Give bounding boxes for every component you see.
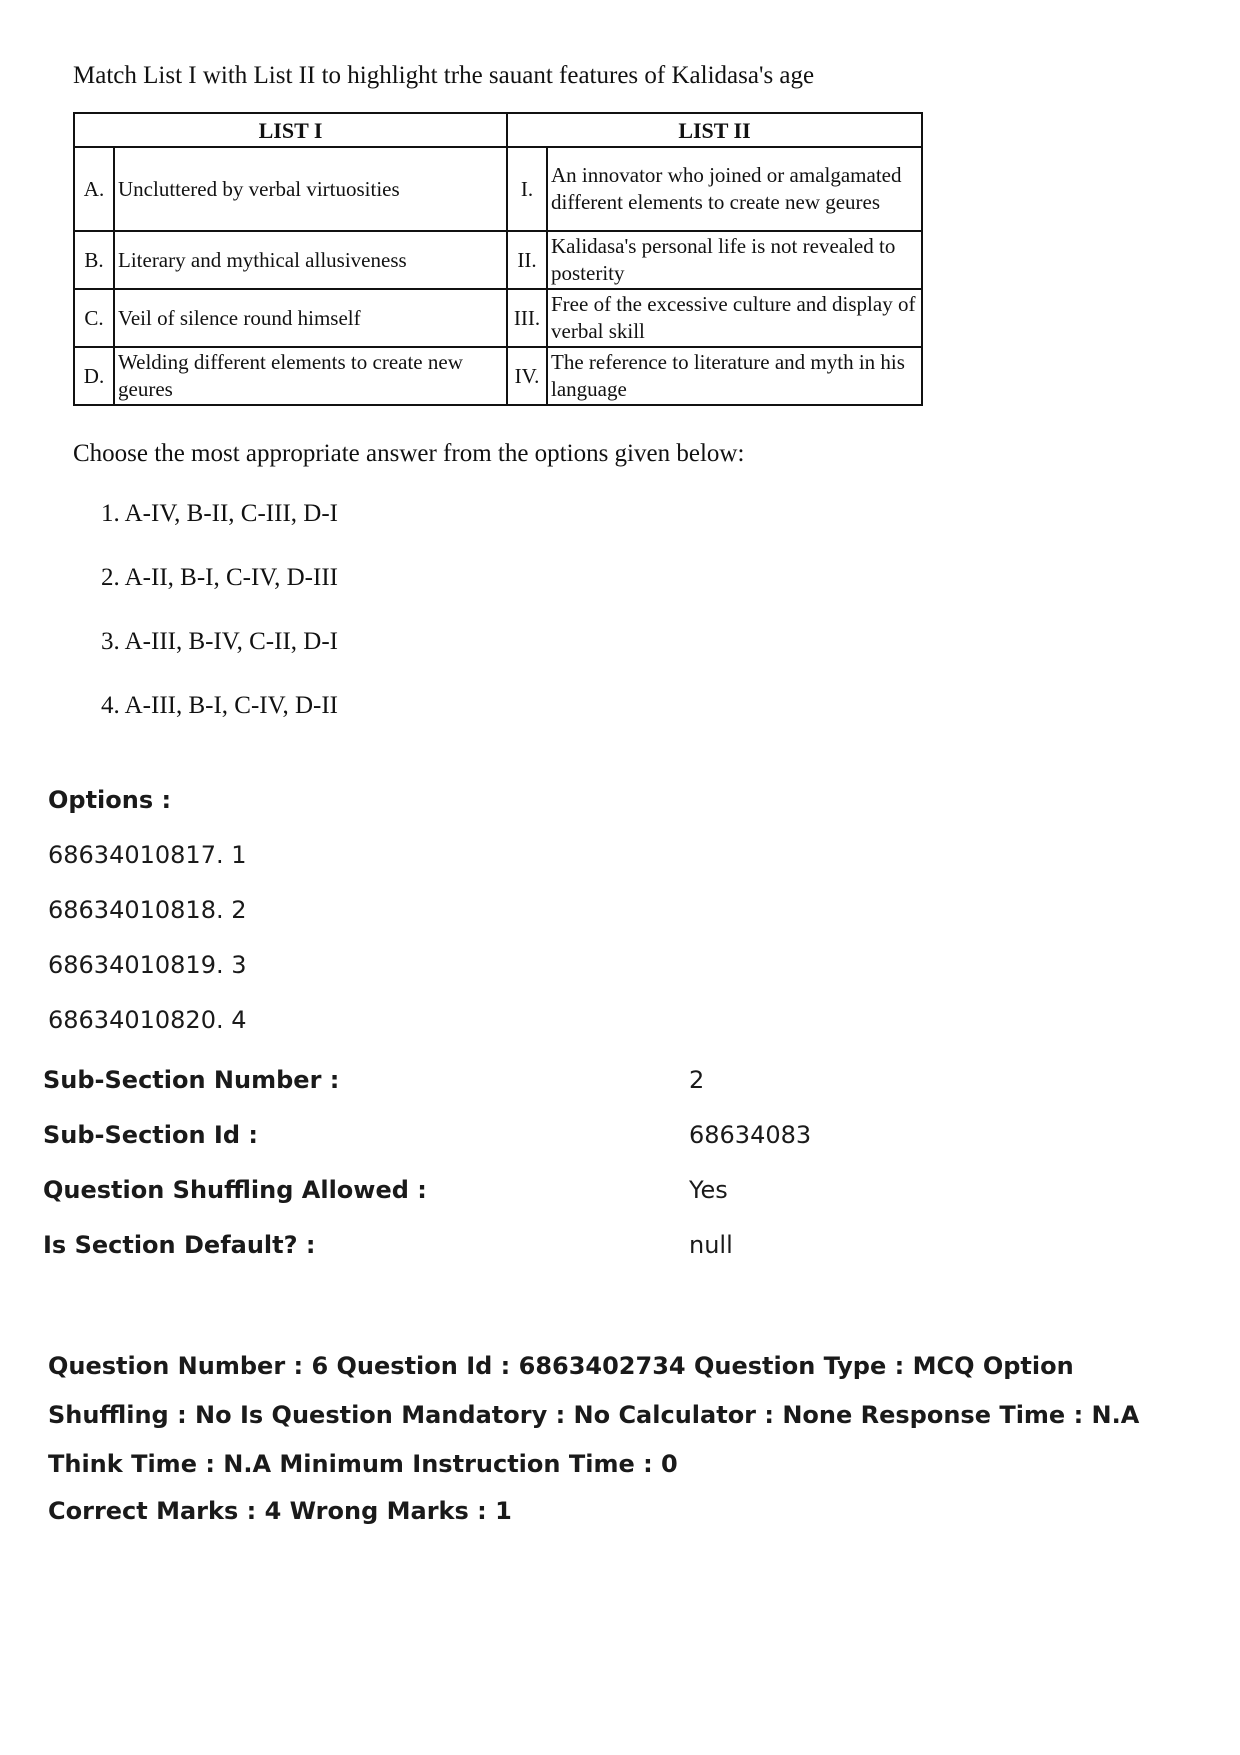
section-default-value: null [689,1231,733,1259]
list2-item: An innovator who joined or amalgamated different elements to create new geures [547,147,922,231]
list2-item: The reference to literature and myth in his language [547,347,922,405]
option-item: 68634010820. 4 [48,1006,247,1034]
list1-item: Literary and mythical allusiveness [114,231,507,289]
list1-item: Welding different elements to create new geures [114,347,507,405]
shuffling-value: Yes [689,1176,728,1204]
answer-choice: 4. A-III, B-I, C-IV, D-II [101,692,338,719]
list1-header: LIST I [74,113,507,147]
row-letter: D. [74,347,114,405]
list2-item: Free of the excessive culture and display of verbal skill [547,289,922,347]
row-roman: II. [507,231,547,289]
options-list [48,840,247,1060]
list2-item: Kalidasa's personal life is not revealed to posterity [547,231,922,289]
option-item: 68634010819. 3 [48,951,247,979]
answer-choice: 1. A-IV, B-II, C-III, D-I [101,500,338,527]
subsection-number-value: 2 [689,1066,705,1094]
list2-header: LIST II [507,113,922,147]
table-row [74,231,922,289]
match-table [73,112,923,406]
answer-choice: 2. A-II, B-I, C-IV, D-III [101,564,338,591]
option-item: 68634010818. 2 [48,896,247,924]
shuffling-row [43,1176,943,1231]
shuffling-label: Question Shuffling Allowed : [43,1176,427,1204]
table-row [74,147,922,231]
row-roman: I. [507,147,547,231]
subsection-id-row [43,1121,943,1176]
subsection-number-row [43,1066,943,1121]
question-image [73,56,933,752]
subsection-info [43,1066,943,1286]
subsection-id-value: 68634083 [689,1121,812,1149]
section-default-label: Is Section Default? : [43,1231,316,1259]
list1-item: Uncluttered by verbal virtuosities [114,147,507,231]
marks-info: Correct Marks : 4 Wrong Marks : 1 [48,1497,512,1525]
question-title: Match List I with List II to highlight trhe sauant features of Kalidasa's age [73,62,815,89]
table-row [74,347,922,405]
table-row [74,289,922,347]
row-letter: A. [74,147,114,231]
subsection-number-label: Sub-Section Number : [43,1066,340,1094]
question-info: Question Number : 6 Question Id : 6863402734 Question Type : MCQ Option Shuffling : No Is Question Mandatory : No Calculator : None Response Time : N.A Think Time : N.A Minimum Instruction Time : 0 [48,1352,1140,1478]
subsection-id-label: Sub-Section Id : [43,1121,258,1149]
options-label: Options : [48,786,172,814]
table-header-row [74,113,922,147]
answer-choice: 3. A-III, B-IV, C-II, D-I [101,628,338,655]
option-item: 68634010817. 1 [48,841,247,869]
row-letter: B. [74,231,114,289]
answer-choices [101,496,933,752]
row-letter: C. [74,289,114,347]
choose-instruction: Choose the most appropriate answer from the options given below: [73,440,745,467]
row-roman: III. [507,289,547,347]
row-roman: IV. [507,347,547,405]
section-default-row [43,1231,943,1286]
list1-item: Veil of silence round himself [114,289,507,347]
